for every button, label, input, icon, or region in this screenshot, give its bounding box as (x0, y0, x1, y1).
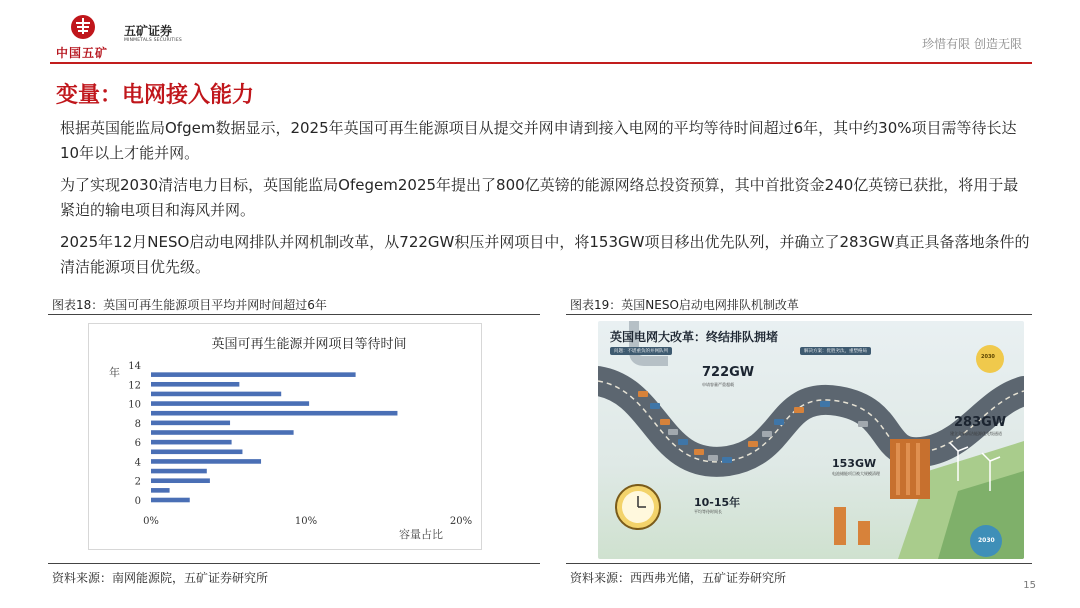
x-axis-label: 容量占比 (399, 528, 443, 541)
slogan: 珍惜有限 创造无限 (922, 37, 1022, 51)
figure19-top-rule (566, 314, 1032, 315)
bar-12 (151, 382, 239, 387)
page-header (0, 0, 1080, 64)
problem-badge: 问题：不堪重负的并网队列 (610, 347, 672, 355)
bar-10 (151, 401, 309, 406)
label-2030-bottom: 2030 (978, 537, 995, 544)
header-divider (50, 62, 1032, 64)
infographic-illustration (598, 321, 1024, 559)
figure19-bottom-rule (566, 563, 1032, 564)
bar-4 (151, 459, 261, 464)
x-tick-label: 20% (449, 516, 473, 527)
bar-8 (151, 421, 230, 426)
wait-time-chart-svg (89, 324, 483, 551)
y-tick-label: 14 (128, 361, 141, 372)
chart-title: 英国可再生能源并网项目等待时间 (211, 337, 407, 352)
y-tick-label: 8 (134, 418, 141, 430)
y-tick-label: 2 (134, 476, 141, 488)
bar-5 (151, 449, 242, 454)
stat-722gw: 722GW (702, 365, 755, 380)
page-number: 15 (1023, 580, 1036, 591)
page-title: 变量：电网接入能力 (56, 83, 255, 108)
bar-6 (151, 440, 232, 445)
x-tick-label: 0% (143, 516, 159, 527)
bar-11 (151, 392, 281, 397)
grid-reform-infographic (598, 321, 1024, 559)
bar-0 (151, 498, 190, 503)
body-text (60, 116, 1032, 287)
bar-13 (151, 372, 356, 377)
securities-name-en: MINMETALS SECURITIES (124, 38, 182, 43)
figure18-source: 资料来源：南网能源院，五矿证券研究所 (52, 571, 269, 585)
paragraph-2: 为了实现2030清洁电力目标，英国能监局Ofegem2025年提出了800亿英镑的能源网络总投资预算，其中首批资金240亿英镑已获批，将用于最紧迫的输电项目和海风并网。 (60, 176, 1019, 219)
y-tick-label: 0 (134, 496, 141, 507)
x-tick-label: 10% (294, 516, 318, 527)
securities-name: 五矿证券 (124, 24, 173, 38)
infographic-title: 英国电网大改革：终结排队拥堵 (610, 330, 779, 344)
stat-153gw: 153GW (832, 457, 877, 470)
stat-wait-years-note: 平均等待时间长 (694, 509, 722, 514)
y-tick-label: 12 (128, 380, 141, 392)
figure18-bottom-rule (48, 563, 540, 564)
wait-time-chart (88, 323, 482, 550)
figure18-caption: 图表18：英国可再生能源项目平均并网时间超过6年 (52, 298, 327, 312)
minmetals-logo-icon (70, 14, 96, 40)
stat-153gw-note: 电池储能项目被大规模清理 (832, 471, 880, 476)
bar-9 (151, 411, 397, 416)
y-tick-label: 6 (134, 438, 141, 450)
figure19-source: 资料来源：西西弗光储，五矿证券研究所 (570, 571, 787, 585)
figure19-caption: 图表19：英国NESO启动电网排队机制改革 (570, 298, 799, 312)
bar-2 (151, 478, 210, 483)
y-axis-label: 年 (109, 366, 120, 379)
stat-283gw-note: 建立全新清洁能源优先级通道 (950, 431, 1002, 436)
label-2030-top: 2030 (981, 354, 995, 360)
paragraph-3: 2025年12月NESO启动电网排队并网机制改革，从722GW积压并网项目中，将153GW项目移出优先队列，并确立了283GW真正具备落地条件的清洁能源项目优先级。 (60, 233, 1030, 276)
y-tick-label: 10 (128, 399, 141, 411)
y-tick-label: 4 (134, 457, 141, 469)
stat-722gw-note: 申请容量严重超载 (702, 382, 734, 387)
paragraph-1: 根据英国能监局Ofgem数据显示，2025年英国可再生能源项目从提交并网申请到接入电网的平均等待时间超过6年，其中约30%项目需等待长达10年以上才能并网。 (60, 119, 1017, 162)
solution-badge: 解决方案：优胜劣汰，重塑格局 (800, 347, 871, 355)
figure18-top-rule (48, 314, 540, 315)
bar-1 (151, 488, 170, 493)
stat-wait-years: 10-15年 (694, 496, 741, 509)
bar-7 (151, 430, 294, 435)
stat-283gw: 283GW (954, 415, 1007, 430)
bar-3 (151, 469, 207, 474)
company-name-cn: 中国五矿 (56, 46, 109, 60)
